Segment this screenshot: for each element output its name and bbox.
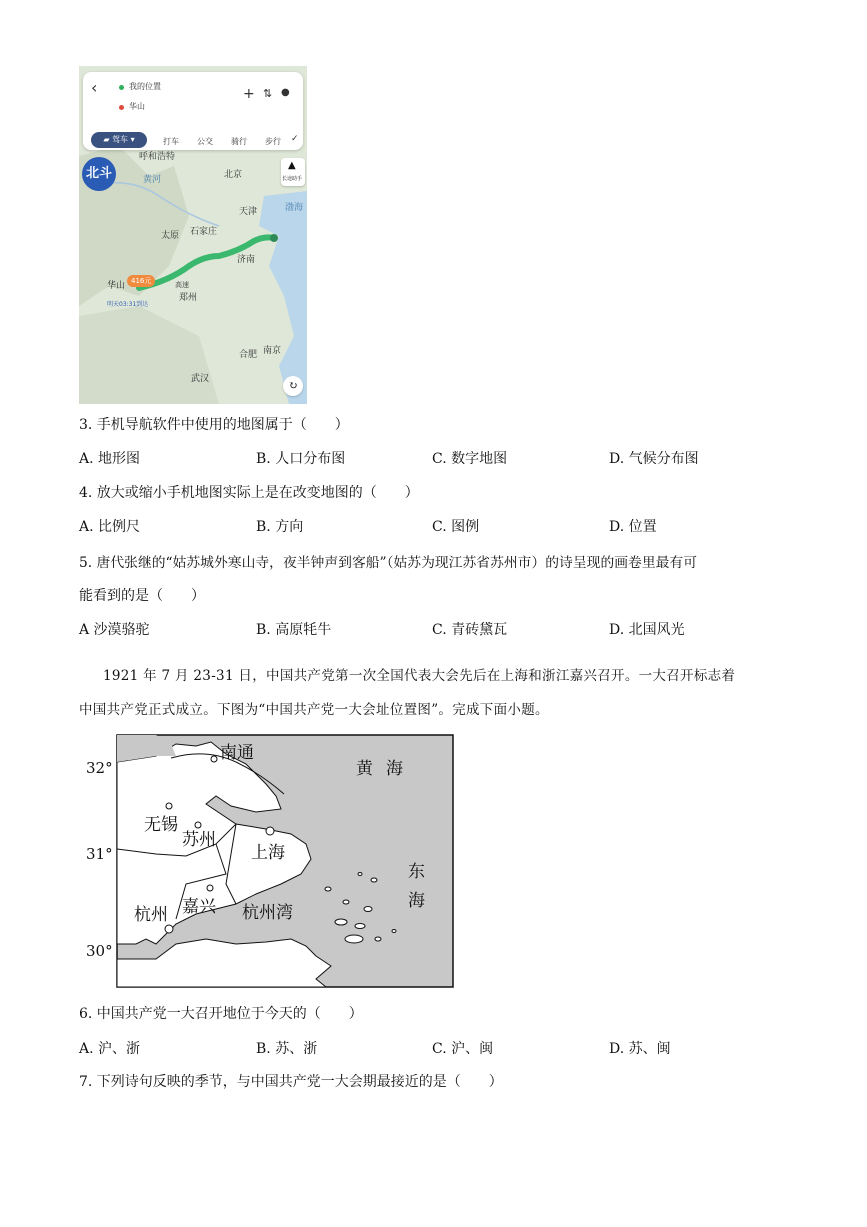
river-huanghe: 黄河 — [143, 175, 162, 185]
q4-option-d: D. 位置 — [609, 519, 657, 535]
swap-icon[interactable]: ⇅ — [263, 87, 273, 100]
label-huang: 黄 — [356, 759, 373, 779]
q3-option-a: A. 地形图 — [79, 451, 141, 467]
more-modes-icon[interactable]: ✓ — [291, 134, 299, 144]
phone-map-screenshot — [79, 66, 307, 404]
question-5-line2: 能看到的是（ ） — [79, 588, 205, 604]
q3-option-c: C. 数字地图 — [432, 451, 508, 467]
route-card — [83, 72, 303, 150]
city-tianjin: 天津 — [239, 207, 258, 217]
q6-option-c: C. 沪、闽 — [432, 1041, 494, 1057]
question-3: 3. 手机导航软件中使用的地图属于（ ） — [79, 417, 349, 433]
origin-field[interactable]: 我的位置 — [129, 82, 161, 91]
q4-option-b: B. 方向 — [256, 519, 304, 535]
city-nanjing: 南京 — [263, 346, 282, 356]
arrival-time: 明天03:31到达 — [107, 301, 149, 308]
refresh-icon: ↻ — [288, 379, 298, 392]
q5-option-b: B. 高原牦牛 — [256, 622, 332, 638]
mode-walk[interactable]: 步行 — [265, 137, 281, 146]
label-nantong: 南通 — [220, 743, 254, 763]
latitude-32: 32° — [86, 759, 113, 777]
route-assistant-icon: ▲ — [288, 160, 296, 171]
city-hohhot: 呼和浩特 — [139, 152, 176, 162]
label-hai-2: 海 — [408, 891, 425, 911]
label-hangzhou-bay: 杭州湾 — [242, 903, 293, 923]
q5-option-d: D. 北国风光 — [609, 622, 685, 638]
car-icon: ▰ — [103, 135, 113, 144]
q3-option-d: D. 气候分布图 — [609, 451, 699, 467]
city-shijiazhuang: 石家庄 — [190, 227, 218, 237]
layer-button-label: 长途助手 — [282, 176, 303, 182]
sea-bohai: 渤海 — [285, 203, 304, 213]
q4-option-a: A. 比例尺 — [79, 519, 141, 535]
mode-taxi[interactable]: 打车 — [163, 137, 179, 146]
q6-option-a: A. 沪、浙 — [79, 1041, 141, 1057]
q6-option-b: B. 苏、浙 — [256, 1041, 318, 1057]
label-hangzhou: 杭州 — [134, 905, 168, 925]
q3-option-b: B. 人口分布图 — [256, 451, 346, 467]
passage-line-1: 1921 年 7 月 23-31 日，中国共产党第一次全国代表大会先后在上海和浙江嘉兴召开。一大召开标志着 — [103, 668, 736, 684]
q6-option-d: D. 苏、闽 — [609, 1041, 671, 1057]
city-zhengzhou: 郑州 — [179, 293, 198, 303]
label-jiaxing: 嘉兴 — [182, 897, 216, 917]
add-stop-icon[interactable]: + — [243, 86, 255, 102]
mode-drive-selected[interactable]: ▰ 驾车 ▾ — [91, 132, 147, 148]
destination-field[interactable]: 华山 — [129, 102, 145, 111]
city-beijing: 北京 — [224, 170, 243, 180]
label-dong: 东 — [408, 862, 425, 882]
city-taiyuan: 太原 — [161, 231, 180, 241]
city-jinan: 济南 — [237, 255, 256, 265]
label-wuxi: 无锡 — [144, 815, 178, 835]
label-hai-1: 海 — [386, 759, 403, 779]
mode-bike[interactable]: 骑行 — [231, 137, 247, 146]
question-6: 6. 中国共产党一大召开地位于今天的（ ） — [79, 1006, 363, 1022]
highway-label: 高速 — [175, 281, 189, 289]
mode-bus[interactable]: 公交 — [197, 137, 213, 146]
city-hefei: 合肥 — [239, 350, 258, 360]
question-7: 7. 下列诗句反映的季节，与中国共产党一大会期最接近的是（ ） — [79, 1074, 503, 1090]
latitude-31: 31° — [86, 845, 113, 863]
price-tag — [127, 275, 155, 287]
city-huashan: 华山 — [107, 281, 126, 291]
beidou-badge — [82, 157, 116, 191]
back-icon[interactable]: ‹ — [91, 78, 98, 97]
recenter-button[interactable] — [283, 376, 303, 396]
cpc-congress-location-map — [116, 734, 454, 988]
mode-drive-label: 驾车 — [112, 135, 129, 144]
layer-button[interactable] — [281, 158, 305, 186]
q5-option-c: C. 青砖黛瓦 — [432, 622, 508, 638]
city-wuhan: 武汉 — [191, 374, 210, 384]
origin-dot-icon — [119, 85, 124, 90]
passage-line-2: 中国共产党正式成立。下图为“中国共产党一大会址位置图”。完成下面小题。 — [79, 702, 549, 718]
destination-dot-icon — [119, 105, 124, 110]
q5-option-a: A 沙漠骆驼 — [79, 622, 150, 638]
label-shanghai: 上海 — [251, 843, 285, 863]
question-5-line1: 5. 唐代张继的“姑苏城外寒山寺，夜半钟声到客船”（姑苏为现江苏省苏州市）的诗呈现的画卷里最有可 — [79, 555, 698, 571]
beidou-label: 北斗 — [85, 166, 112, 181]
latitude-30: 30° — [86, 942, 113, 960]
price-label: 416元 — [131, 277, 152, 285]
label-suzhou: 苏州 — [182, 830, 216, 850]
question-4: 4. 放大或缩小手机地图实际上是在改变地图的（ ） — [79, 485, 419, 501]
microphone-icon[interactable]: ● — [281, 87, 290, 98]
q4-option-c: C. 图例 — [432, 519, 480, 535]
